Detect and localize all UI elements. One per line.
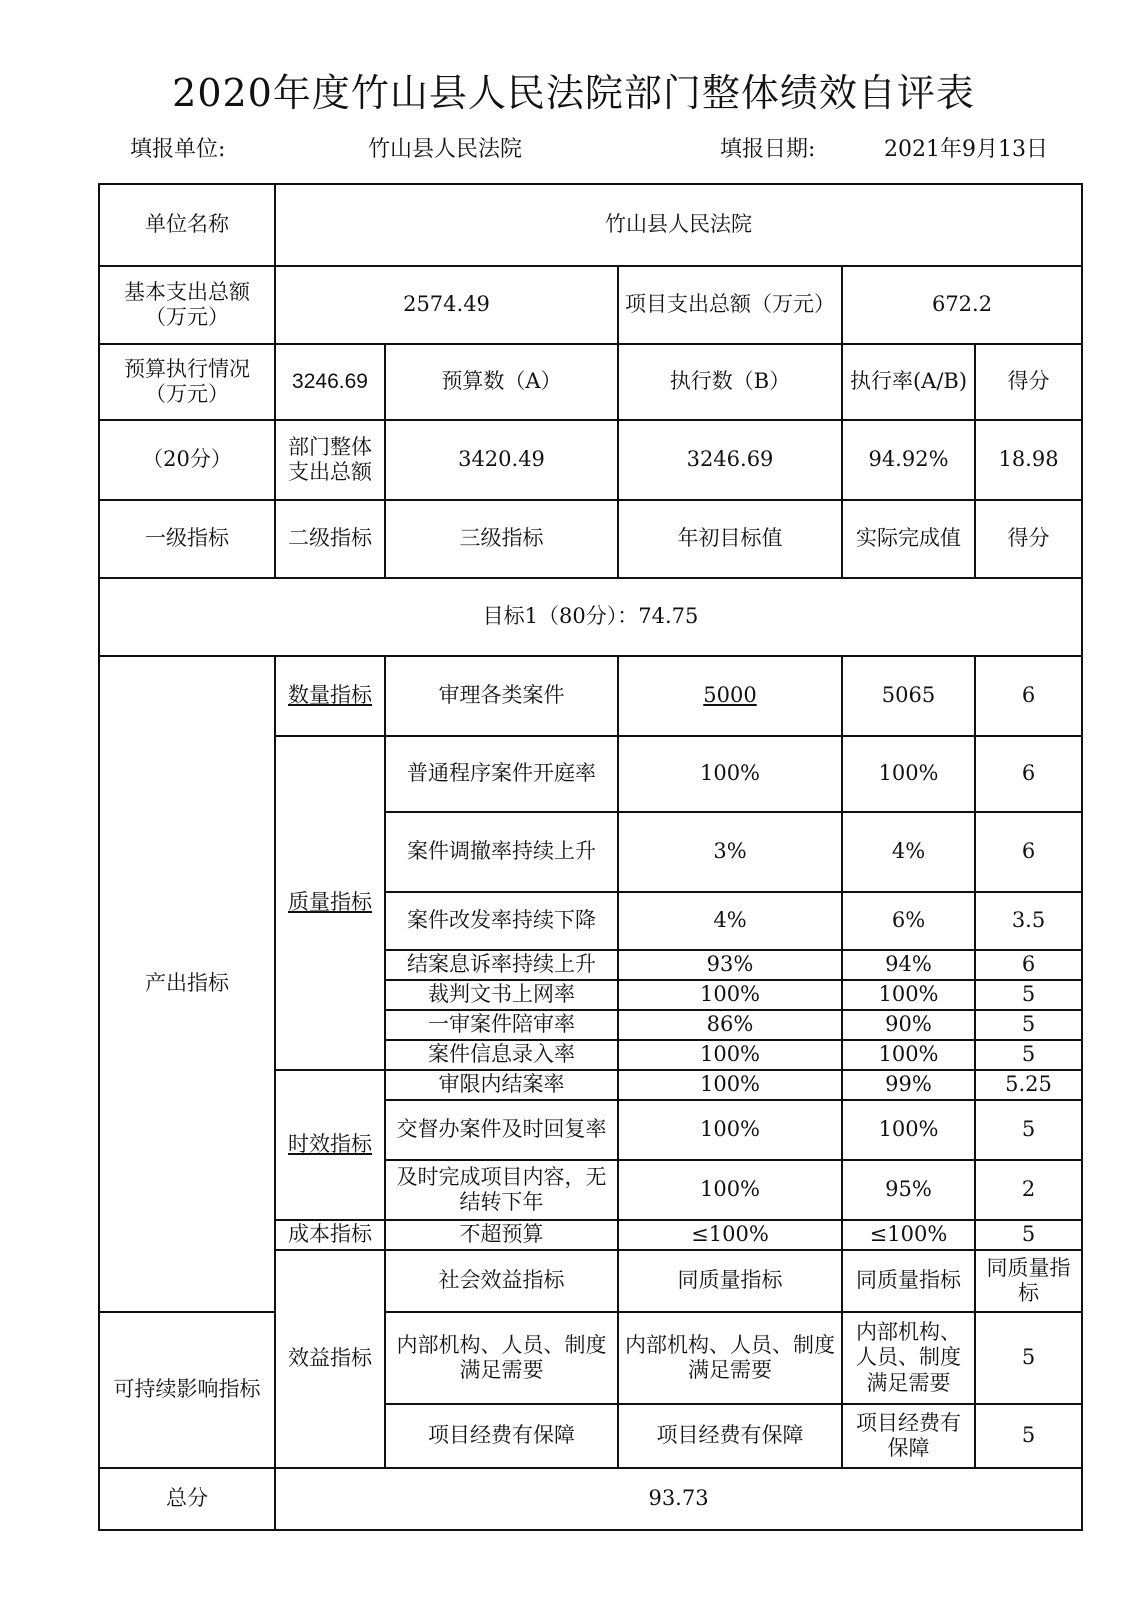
- score-value: 2: [975, 1160, 1082, 1220]
- budget-col-rate: 执行率(A/B): [842, 344, 975, 420]
- target-value: 项目经费有保障: [618, 1404, 842, 1468]
- actual-value: 4%: [842, 812, 975, 892]
- indicator-name: 一审案件陪审率: [385, 1010, 618, 1040]
- date-value: 2021年9月13日: [884, 137, 1048, 162]
- score-value: 5: [975, 980, 1082, 1010]
- budget-col-score: 得分: [975, 344, 1082, 420]
- indicator-name: 审理各类案件: [385, 656, 618, 736]
- table-row: [99, 266, 1082, 344]
- table-row: [99, 1312, 1082, 1404]
- quality-label: 质量指标: [275, 736, 385, 1070]
- target-value: 100%: [618, 1070, 842, 1100]
- target-value: 5000: [618, 656, 842, 736]
- cost-label: 成本指标: [275, 1220, 385, 1250]
- budget-score-label: （20分）: [99, 420, 275, 500]
- project-exp-value: 672.2: [842, 266, 1082, 344]
- quantity-label: 数量指标: [275, 656, 385, 736]
- actual-value: 100%: [842, 1100, 975, 1160]
- table-row: [99, 344, 1082, 420]
- score-value: 3.5: [975, 892, 1082, 950]
- header-level3: 三级指标: [385, 500, 618, 578]
- actual-value: 同质量指标: [975, 1250, 1082, 1312]
- unit-value: 竹山县人民法院: [368, 137, 523, 162]
- actual-value: 项目经费有保障: [842, 1404, 975, 1468]
- sustainable-label: 可持续影响指标: [99, 1312, 275, 1468]
- evaluation-table: [98, 183, 1083, 1531]
- header-target: 年初目标值: [618, 500, 842, 578]
- score-value: 5: [975, 1312, 1082, 1404]
- target-value: 同质量指标: [842, 1250, 975, 1312]
- table-row: [99, 1468, 1082, 1530]
- target-value: 100%: [618, 1160, 842, 1220]
- total-label: 总分: [99, 1468, 275, 1530]
- score-value: 5: [975, 1040, 1082, 1070]
- project-exp-label: 项目支出总额（万元）: [618, 266, 842, 344]
- target-value: 93%: [618, 950, 842, 980]
- basic-exp-label: 基本支出总额（万元）: [99, 266, 275, 344]
- header-score: 得分: [975, 500, 1082, 578]
- score-value: 6: [975, 736, 1082, 812]
- table-row: [99, 500, 1082, 578]
- budget-col-a: 预算数（A）: [385, 344, 618, 420]
- budget-b-value: 3246.69: [618, 420, 842, 500]
- actual-value: 100%: [842, 736, 975, 812]
- table-row: [99, 578, 1082, 656]
- indicator-name: 交督办案件及时回复率: [385, 1100, 618, 1160]
- actual-value: 5065: [842, 656, 975, 736]
- target-value: 4%: [618, 892, 842, 950]
- actual-value: 94%: [842, 950, 975, 980]
- actual-value: 100%: [842, 1040, 975, 1070]
- table-row: [99, 656, 1082, 736]
- score-value: 5: [975, 1010, 1082, 1040]
- timeliness-label: 时效指标: [275, 1070, 385, 1220]
- indicator-name: 内部机构、人员、制度满足需要: [385, 1312, 618, 1404]
- score-value: 6: [975, 656, 1082, 736]
- target-value: 100%: [618, 980, 842, 1010]
- output-label: 产出指标: [99, 656, 275, 1312]
- target-value: 100%: [618, 736, 842, 812]
- social-label: 社会效益指标: [385, 1250, 618, 1312]
- unit-name-value: 竹山县人民法院: [275, 184, 1082, 266]
- actual-value: ≤100%: [842, 1220, 975, 1250]
- score-value: 6: [975, 950, 1082, 980]
- target-value: 内部机构、人员、制度满足需要: [618, 1312, 842, 1404]
- target-value: 86%: [618, 1010, 842, 1040]
- budget-exec-value: 3246.69: [275, 344, 385, 420]
- indicator-name: 同质量指标: [618, 1250, 842, 1312]
- target-value: 100%: [618, 1040, 842, 1070]
- unit-name-label: 单位名称: [99, 184, 275, 266]
- date-label: 填报日期:: [720, 137, 816, 162]
- indicator-name: 审限内结案率: [385, 1070, 618, 1100]
- actual-value: 100%: [842, 980, 975, 1010]
- indicator-name: 普通程序案件开庭率: [385, 736, 618, 812]
- table-row: [99, 420, 1082, 500]
- score-value: 5: [975, 1404, 1082, 1468]
- score-value: 5: [975, 1100, 1082, 1160]
- indicator-name: 案件调撤率持续上升: [385, 812, 618, 892]
- indicator-name: 案件信息录入率: [385, 1040, 618, 1070]
- target-value: 3%: [618, 812, 842, 892]
- budget-score-value: 18.98: [975, 420, 1082, 500]
- indicator-name: 结案息诉率持续上升: [385, 950, 618, 980]
- indicator-name: 不超预算: [385, 1220, 618, 1250]
- score-value: 5.25: [975, 1070, 1082, 1100]
- table-row: [99, 184, 1082, 266]
- budget-exec-label: 预算执行情况（万元）: [99, 344, 275, 420]
- goal-row: 目标1（80分）：74.75: [99, 578, 1082, 656]
- actual-value: 内部机构、人员、制度满足需要: [842, 1312, 975, 1404]
- header-level2: 二级指标: [275, 500, 385, 578]
- budget-rate-value: 94.92%: [842, 420, 975, 500]
- actual-value: 90%: [842, 1010, 975, 1040]
- header-level1: 一级指标: [99, 500, 275, 578]
- basic-exp-value: 2574.49: [275, 266, 618, 344]
- indicator-name: 项目经费有保障: [385, 1404, 618, 1468]
- indicator-name: 及时完成项目内容，无结转下年: [385, 1160, 618, 1220]
- budget-col-b: 执行数（B）: [618, 344, 842, 420]
- unit-label: 填报单位:: [130, 137, 226, 162]
- indicator-name: 裁判文书上网率: [385, 980, 618, 1010]
- total-value: 93.73: [275, 1468, 1082, 1530]
- indicator-name: 案件改发率持续下降: [385, 892, 618, 950]
- budget-row-label: 部门整体支出总额: [275, 420, 385, 500]
- actual-value: 99%: [842, 1070, 975, 1100]
- target-value: ≤100%: [618, 1220, 842, 1250]
- page-title: 2020年度竹山县人民法院部门整体绩效自评表: [172, 71, 975, 115]
- budget-a-value: 3420.49: [385, 420, 618, 500]
- header-actual: 实际完成值: [842, 500, 975, 578]
- actual-value: 6%: [842, 892, 975, 950]
- target-value: 100%: [618, 1100, 842, 1160]
- score-value: 5: [975, 1220, 1082, 1250]
- actual-value: 95%: [842, 1160, 975, 1220]
- score-value: 6: [975, 812, 1082, 892]
- benefit-label: 效益指标: [275, 1250, 385, 1468]
